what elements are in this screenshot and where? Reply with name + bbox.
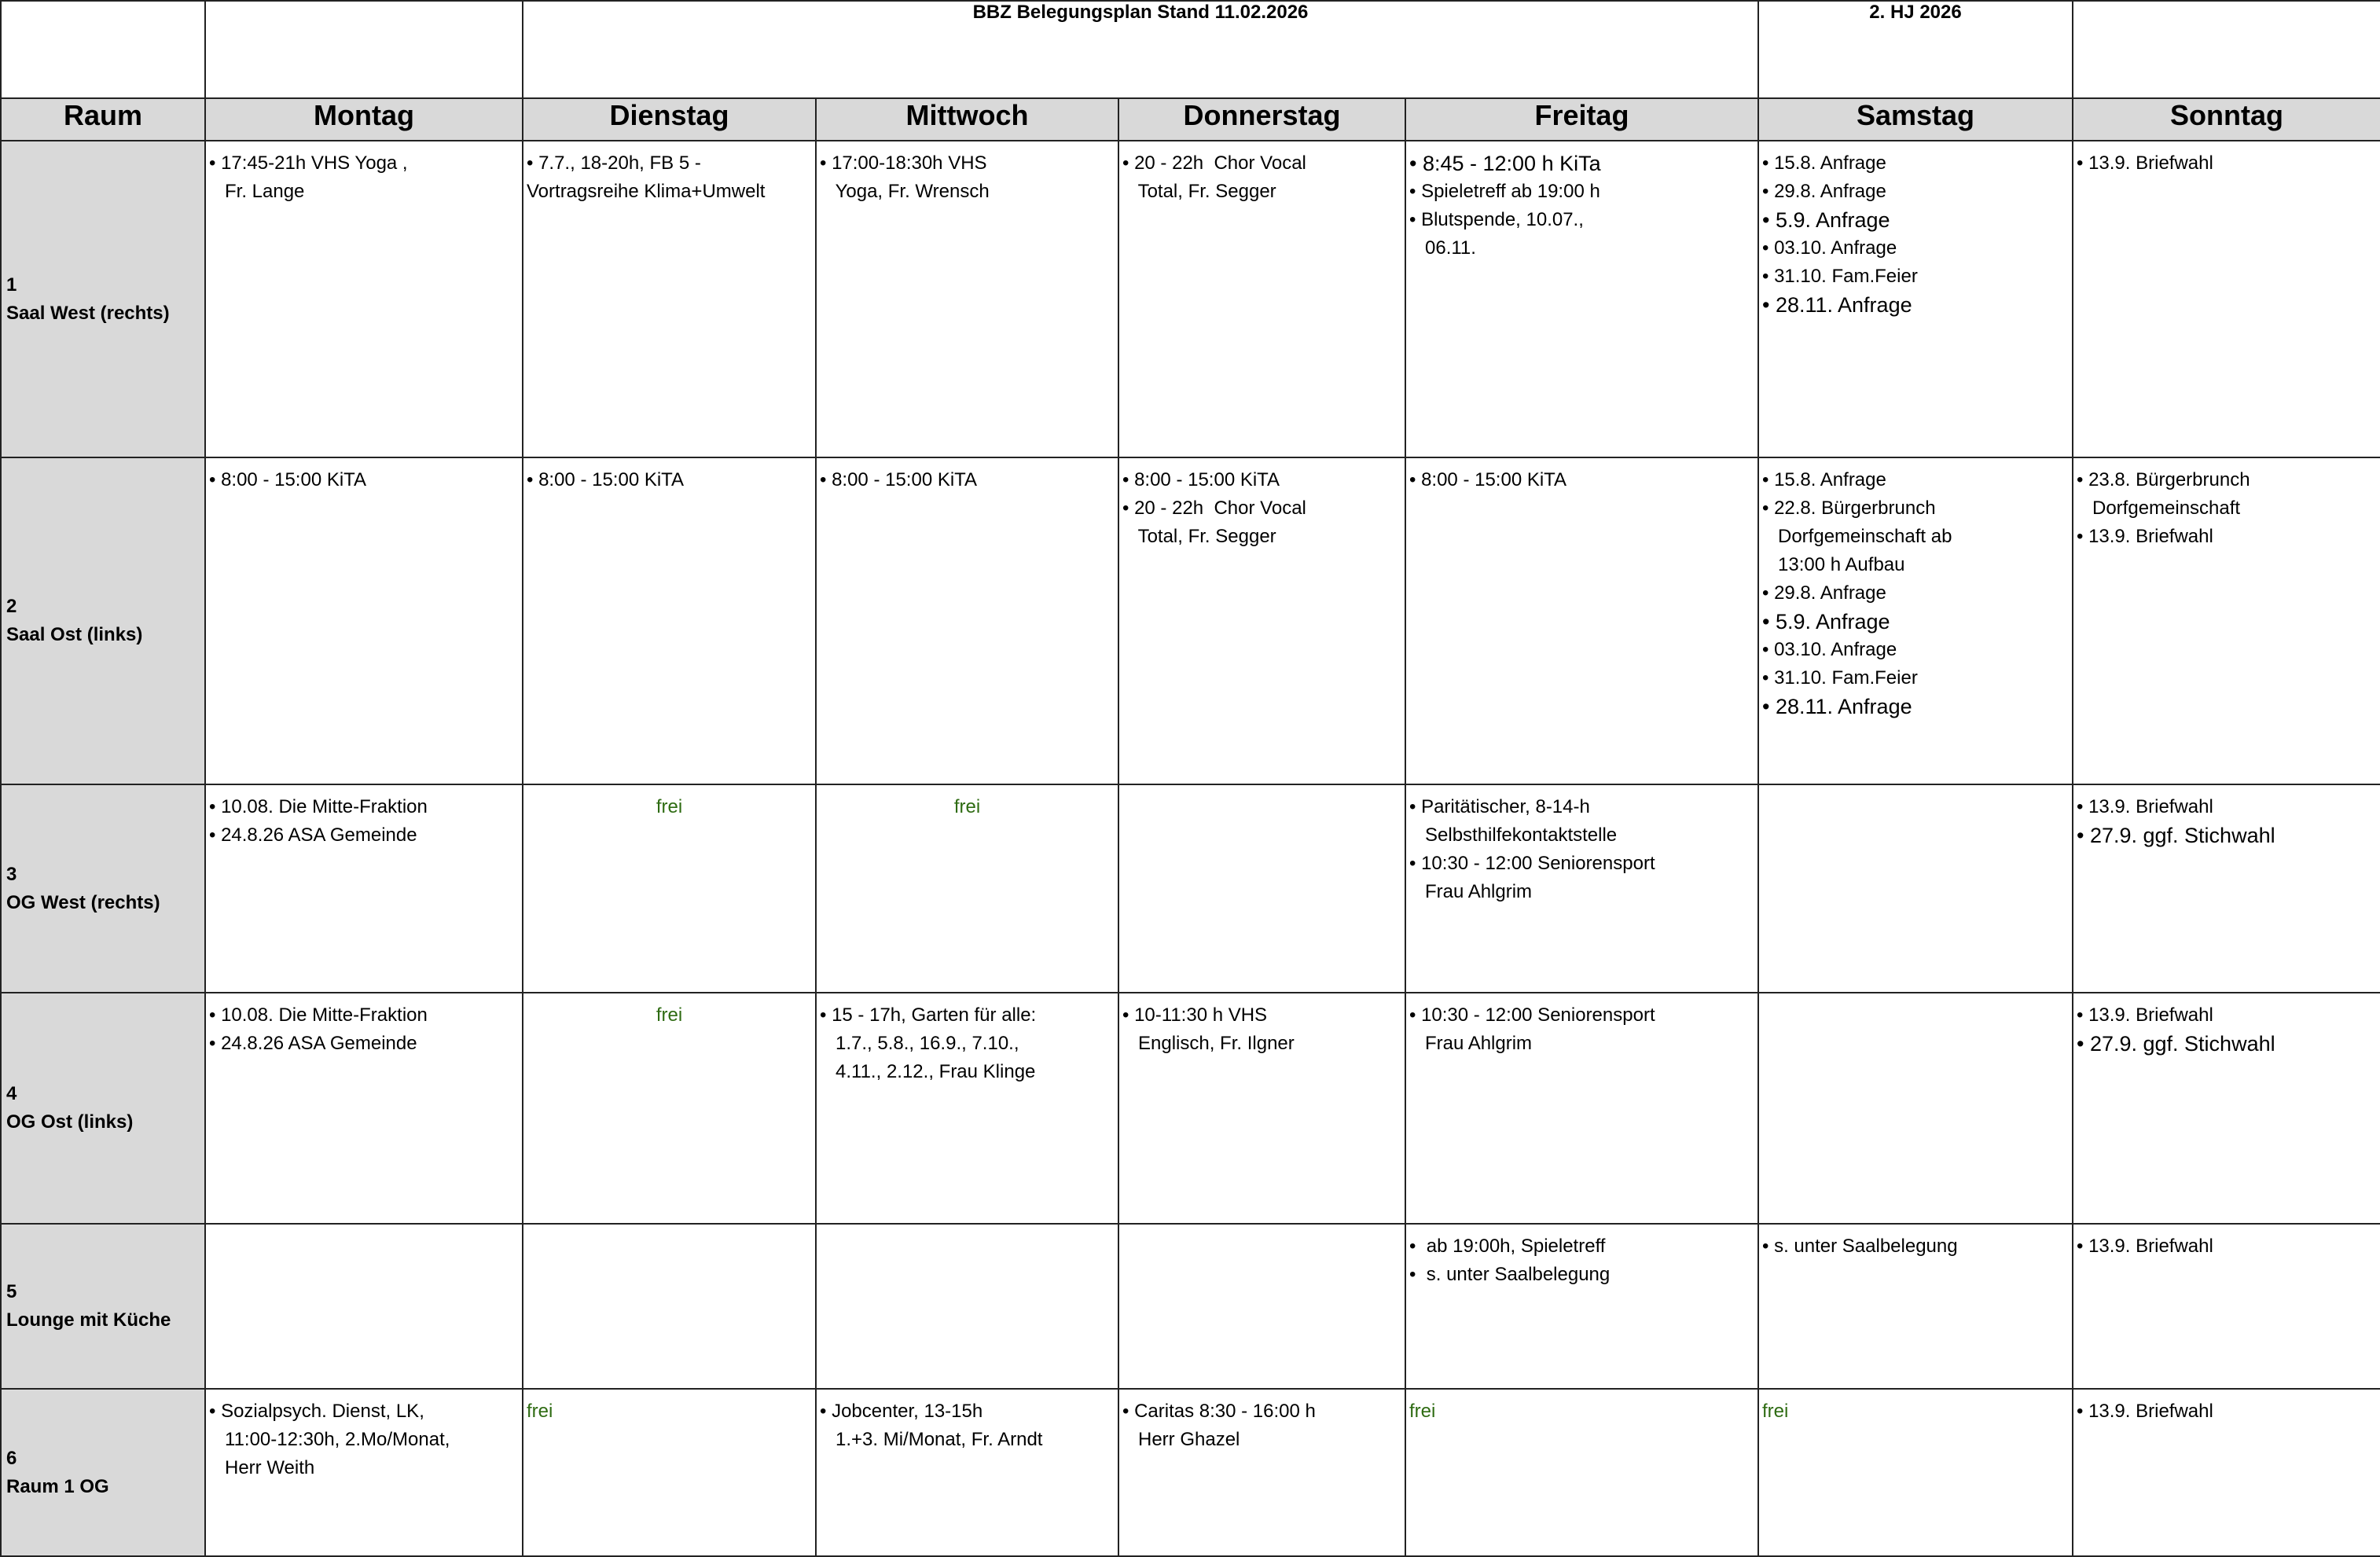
booking-entry: • 28.11. Anfrage [1762, 695, 1912, 718]
booking-entry: • 10:30 - 12:00 Seniorensport [1409, 853, 1655, 874]
schedule-cell-samstag [1758, 784, 2073, 993]
booking-entry: • 20 - 22h Chor Vocal [1122, 152, 1306, 174]
booking-entry: • 27.9. ggf. Stichwahl [2077, 1032, 2275, 1056]
status-free: frei [656, 796, 683, 817]
booking-entry: • 17:00-18:30h VHS [820, 152, 987, 174]
schedule-cell-dienstag [523, 1389, 816, 1556]
booking-entry: • 15.8. Anfrage [1762, 152, 1886, 174]
status-free: frei [953, 796, 981, 817]
schedule-cell-sonntag [2073, 784, 2380, 993]
booking-entry: • Paritätischer, 8-14-h [1409, 796, 1590, 817]
room-row [1, 1224, 2380, 1389]
schedule-cell-sonntag [2073, 993, 2380, 1224]
schedule-cell-freitag [1405, 141, 1758, 457]
booking-entry: Selbsthilfekontaktstelle [1409, 824, 1618, 846]
schedule-cell-dienstag [523, 993, 816, 1224]
booking-entry: • 23.8. Bürgerbrunch [2077, 469, 2250, 490]
schedule-cell-montag [205, 141, 523, 457]
room-label-cell [1, 457, 205, 784]
room-name: OG Ost (links) [6, 1111, 134, 1133]
room-name: Saal West (rechts) [6, 302, 170, 324]
booking-entry: Yoga, Fr. Wrensch [820, 181, 990, 202]
booking-entry: • 8:00 - 15:00 KiTA [209, 469, 367, 490]
room-name: Raum 1 OG [6, 1475, 109, 1497]
schedule-cell-samstag [1758, 1224, 2073, 1389]
schedule-cell-dienstag [523, 141, 816, 457]
booking-entry: Dorfgemeinschaft [2077, 498, 2241, 519]
title-blank-cell [205, 1, 523, 98]
booking-entry: • 15.8. Anfrage [1762, 469, 1886, 490]
schedule-cell-freitag [1405, 784, 1758, 993]
schedule-cell-sonntag [2073, 1389, 2380, 1556]
room-number: 1 [6, 274, 17, 296]
booking-entry: Herr Ghazel [1122, 1429, 1240, 1450]
booking-entry: Englisch, Fr. Ilgner [1122, 1033, 1295, 1054]
status-free: frei [1762, 1401, 1789, 1422]
schedule-cell-dienstag [523, 1224, 816, 1389]
schedule-cell-mittwoch [816, 141, 1118, 457]
room-row [1, 993, 2380, 1224]
title-blank-cell [1, 1, 205, 98]
booking-entry: • 13.9. Briefwahl [2077, 796, 2213, 817]
schedule-cell-montag [205, 1389, 523, 1556]
room-label-cell [1, 1224, 205, 1389]
schedule-cell-samstag [1758, 993, 2073, 1224]
plan-period: 2. HJ 2026 [1758, 1, 2073, 98]
booking-entry: 06.11. [1409, 237, 1476, 259]
booking-entry: • 8:00 - 15:00 KiTA [527, 469, 685, 490]
booking-entry: • 13.9. Briefwahl [2077, 1236, 2213, 1257]
schedule-cell-mittwoch [816, 457, 1118, 784]
schedule-cell-donnerstag [1118, 141, 1405, 457]
schedule-cell-donnerstag [1118, 1389, 1405, 1556]
schedule-cell-montag [205, 457, 523, 784]
schedule-cell-donnerstag [1118, 457, 1405, 784]
booking-entry: • 03.10. Anfrage [1762, 237, 1897, 259]
room-name: Lounge mit Küche [6, 1309, 171, 1331]
room-row [1, 141, 2380, 457]
schedule-cell-freitag [1405, 457, 1758, 784]
column-header-day: Dienstag [523, 98, 816, 141]
booking-entry: • 15 - 17h, Garten für alle: [820, 1004, 1037, 1026]
schedule-cell-montag [205, 1224, 523, 1389]
booking-entry: • 22.8. Bürgerbrunch [1762, 498, 1936, 519]
schedule-cell-sonntag [2073, 1224, 2380, 1389]
booking-entry: • 13.9. Briefwahl [2077, 526, 2213, 547]
booking-entry: • 31.10. Fam.Feier [1762, 266, 1918, 287]
schedule-cell-freitag [1405, 993, 1758, 1224]
schedule-cell-sonntag [2073, 457, 2380, 784]
room-label-cell [1, 1389, 205, 1556]
schedule-cell-freitag [1405, 1389, 1758, 1556]
booking-entry: Fr. Lange [209, 181, 305, 202]
booking-entry: • s. unter Saalbelegung [1762, 1236, 1958, 1257]
booking-entry: • 7.7., 18-20h, FB 5 - [527, 152, 701, 174]
room-name: OG West (rechts) [6, 891, 160, 913]
booking-entry: • 13.9. Briefwahl [2077, 152, 2213, 174]
column-header-day: Montag [205, 98, 523, 141]
booking-entry: Dorfgemeinschaft ab [1762, 526, 1952, 547]
schedule-cell-samstag [1758, 141, 2073, 457]
schedule-cell-dienstag [523, 457, 816, 784]
schedule-cell-donnerstag [1118, 993, 1405, 1224]
booking-entry: 13:00 h Aufbau [1762, 554, 1905, 575]
booking-entry: • 13.9. Briefwahl [2077, 1004, 2213, 1026]
schedule-cell-montag [205, 993, 523, 1224]
booking-entry: • 8:00 - 15:00 KiTA [1122, 469, 1280, 490]
booking-entry: • 20 - 22h Chor Vocal [1122, 498, 1306, 519]
schedule-cell-sonntag [2073, 141, 2380, 457]
schedule-cell-mittwoch [816, 1224, 1118, 1389]
booking-entry: • 10.08. Die Mitte-Fraktion [209, 1004, 428, 1026]
booking-entry: • 8:45 - 12:00 h KiTa [1409, 152, 1601, 175]
schedule-cell-montag [205, 784, 523, 993]
booking-entry: Vortragsreihe Klima+Umwelt [527, 181, 766, 202]
room-name: Saal Ost (links) [6, 624, 143, 645]
booking-entry: • Sozialpsych. Dienst, LK, [209, 1401, 424, 1422]
booking-entry: • 03.10. Anfrage [1762, 639, 1897, 660]
column-header-day: Freitag [1405, 98, 1758, 141]
booking-entry: • 10:30 - 12:00 Seniorensport [1409, 1004, 1655, 1026]
column-header-day: Samstag [1758, 98, 2073, 141]
booking-entry: • s. unter Saalbelegung [1409, 1264, 1611, 1285]
status-free: frei [656, 1004, 683, 1026]
title-blank-cell [2073, 1, 2380, 98]
room-row [1, 784, 2380, 993]
room-number: 5 [6, 1281, 17, 1302]
schedule-cell-mittwoch [816, 1389, 1118, 1556]
booking-entry: • Blutspende, 10.07., [1409, 209, 1584, 230]
status-free: frei [527, 1401, 553, 1422]
booking-entry: 11:00-12:30h, 2.Mo/Monat, [209, 1429, 450, 1450]
booking-entry: • Caritas 8:30 - 16:00 h [1122, 1401, 1316, 1422]
booking-entry: Herr Weith [209, 1457, 315, 1478]
schedule-cell-donnerstag [1118, 784, 1405, 993]
column-header-room: Raum [1, 98, 205, 141]
booking-entry: Frau Ahlgrim [1409, 1033, 1533, 1054]
schedule-cell-donnerstag [1118, 1224, 1405, 1389]
booking-entry: • Spieletreff ab 19:00 h [1409, 181, 1600, 202]
room-row [1, 1389, 2380, 1556]
status-free: frei [1409, 1401, 1436, 1422]
booking-entry: • 27.9. ggf. Stichwahl [2077, 824, 2275, 847]
booking-entry: • 24.8.26 ASA Gemeinde [209, 824, 417, 846]
room-number: 3 [6, 863, 17, 885]
room-number: 6 [6, 1447, 17, 1469]
booking-entry: • 13.9. Briefwahl [2077, 1401, 2213, 1422]
room-number: 2 [6, 596, 17, 617]
column-header-day: Sonntag [2073, 98, 2380, 141]
booking-entry: Frau Ahlgrim [1409, 881, 1533, 902]
plan-title: BBZ Belegungsplan Stand 11.02.2026 [523, 1, 1758, 98]
booking-entry: Total, Fr. Segger [1122, 526, 1276, 547]
booking-entry: • ab 19:00h, Spieletreff [1409, 1236, 1606, 1257]
room-number: 4 [6, 1083, 17, 1104]
room-row [1, 457, 2380, 784]
schedule-cell-mittwoch [816, 993, 1118, 1224]
booking-entry: 4.11., 2.12., Frau Klinge [820, 1061, 1036, 1082]
schedule-cell-samstag [1758, 457, 2073, 784]
booking-entry: 1.7., 5.8., 16.9., 7.10., [820, 1033, 1019, 1054]
booking-entry: • 28.11. Anfrage [1762, 293, 1912, 317]
schedule-cell-freitag [1405, 1224, 1758, 1389]
booking-entry: • 8:00 - 15:00 KiTA [820, 469, 978, 490]
booking-entry: • 5.9. Anfrage [1762, 208, 1890, 232]
schedule-cell-samstag [1758, 1389, 2073, 1556]
schedule-cell-mittwoch [816, 784, 1118, 993]
schedule-cell-dienstag [523, 784, 816, 993]
column-header-day: Mittwoch [816, 98, 1118, 141]
booking-entry: • 29.8. Anfrage [1762, 582, 1886, 604]
column-header-day: Donnerstag [1118, 98, 1405, 141]
booking-entry: • 17:45-21h VHS Yoga , [209, 152, 408, 174]
booking-entry: • 29.8. Anfrage [1762, 181, 1886, 202]
booking-entry: • 10-11:30 h VHS [1122, 1004, 1268, 1026]
booking-entry: Total, Fr. Segger [1122, 181, 1276, 202]
booking-entry: 1.+3. Mi/Monat, Fr. Arndt [820, 1429, 1043, 1450]
booking-entry: • Jobcenter, 13-15h [820, 1401, 983, 1422]
booking-entry: • 8:00 - 15:00 KiTA [1409, 469, 1567, 490]
room-label-cell [1, 993, 205, 1224]
booking-entry: • 31.10. Fam.Feier [1762, 667, 1918, 689]
booking-entry: • 10.08. Die Mitte-Fraktion [209, 796, 428, 817]
room-label-cell [1, 784, 205, 993]
booking-entry: • 24.8.26 ASA Gemeinde [209, 1033, 417, 1054]
room-label-cell [1, 141, 205, 457]
booking-entry: • 5.9. Anfrage [1762, 610, 1890, 633]
